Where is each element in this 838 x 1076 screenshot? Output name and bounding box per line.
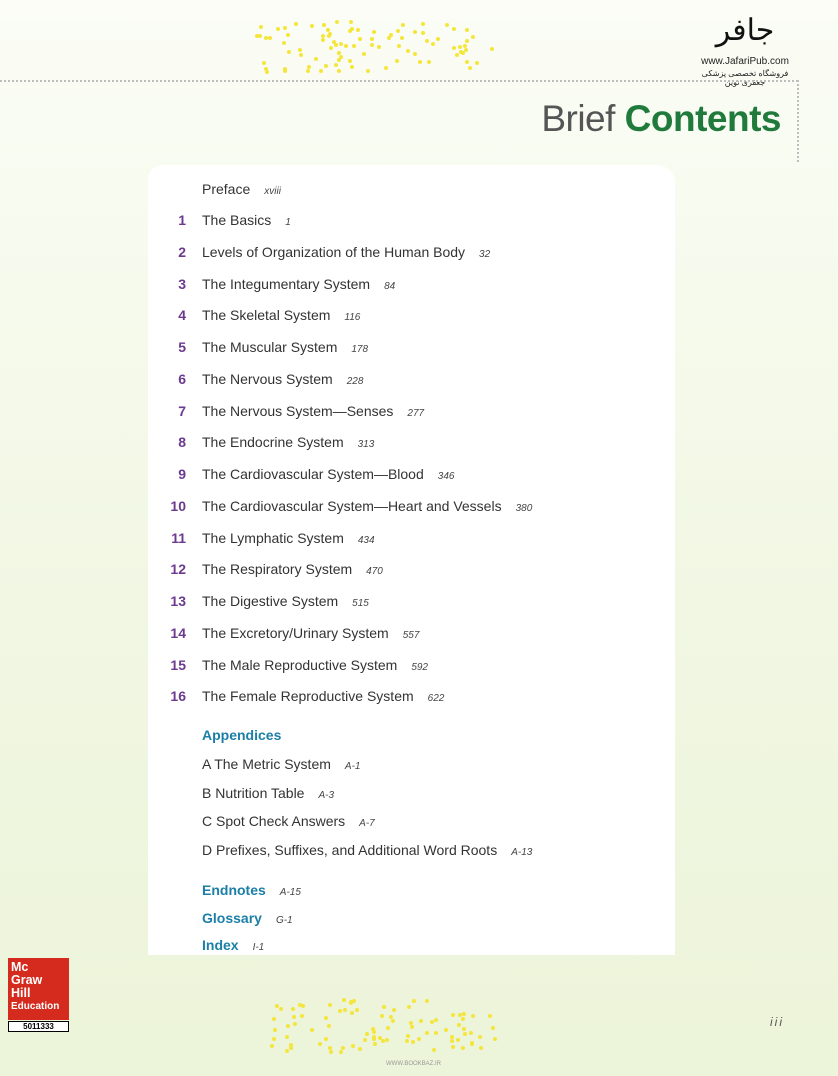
decorative-dot xyxy=(335,20,339,24)
decorative-dot xyxy=(294,22,298,26)
decorative-dot xyxy=(329,46,333,50)
decorative-dot xyxy=(417,1037,421,1041)
chapter-number: 8 xyxy=(178,434,186,451)
decorative-dot xyxy=(377,45,381,49)
chapter-number: 9 xyxy=(178,466,186,482)
decorative-dot xyxy=(339,1050,343,1054)
decorative-dot xyxy=(452,46,456,50)
decorative-dot xyxy=(358,1047,362,1051)
decorative-dot xyxy=(488,1014,492,1018)
appendix-page: A-13 xyxy=(511,847,533,859)
decorative-dot xyxy=(366,69,370,73)
decorative-dot xyxy=(493,1037,497,1041)
decorative-dot xyxy=(434,1031,438,1035)
logo-mark: جافر xyxy=(715,13,775,48)
decorative-dot xyxy=(436,37,440,41)
chapter-number: 15 xyxy=(170,656,186,673)
chapter-page: 470 xyxy=(366,566,383,578)
decorative-dot xyxy=(272,1037,276,1041)
decorative-dot xyxy=(468,66,472,70)
decorative-dot xyxy=(385,1038,389,1042)
back-matter-page: G-1 xyxy=(275,915,293,926)
chapter-number: 16 xyxy=(170,688,186,705)
decorative-dot xyxy=(310,1028,314,1032)
decorative-dot xyxy=(318,1042,322,1046)
decorative-dot xyxy=(458,45,462,49)
title-bold: Contents xyxy=(624,98,781,139)
appendix-page: A-1 xyxy=(344,761,361,772)
decorative-dot xyxy=(434,1018,438,1022)
back-matter-title: Glossary xyxy=(202,910,262,926)
logo-url: www.JafariPub.com xyxy=(701,56,789,67)
decorative-dot xyxy=(348,59,352,63)
decorative-dot xyxy=(272,1017,276,1021)
decorative-dot xyxy=(479,1046,483,1050)
decorative-dot xyxy=(373,1042,377,1046)
decorative-dot xyxy=(350,1011,354,1015)
decorative-dot xyxy=(464,48,468,52)
decorative-dot xyxy=(389,33,393,37)
decorative-dot xyxy=(314,57,318,61)
decorative-dot xyxy=(411,1040,415,1044)
decorative-dot xyxy=(326,28,330,32)
decorative-dot xyxy=(352,44,356,48)
decorative-dot xyxy=(363,1038,367,1042)
decorative-dot xyxy=(306,69,310,73)
chapter-title: The Lymphatic System xyxy=(202,529,344,546)
decorative-dot xyxy=(292,1015,296,1019)
decorative-dot xyxy=(406,1034,410,1038)
chapter-number: 6 xyxy=(178,370,186,387)
chapter-title: The Cardiovascular System—Heart and Vessels xyxy=(202,497,502,514)
chapter-number: 12 xyxy=(170,561,186,578)
header-dotted-vertical-rule xyxy=(797,80,799,162)
decorative-dot xyxy=(431,42,435,46)
decorative-dot xyxy=(413,52,417,56)
chapter-page: 84 xyxy=(384,280,396,292)
decorative-dot xyxy=(352,999,356,1003)
chapter-title: The Cardiovascular System—Blood xyxy=(202,466,424,482)
chapter-number: 10 xyxy=(170,497,186,514)
decorative-dot xyxy=(324,64,328,68)
chapter-title: Levels of Organization of the Human Body xyxy=(202,243,466,260)
decorative-dot xyxy=(321,34,325,38)
decorative-dot xyxy=(322,23,326,27)
decorative-dot xyxy=(319,69,323,73)
decorative-dot xyxy=(419,1019,423,1023)
decorative-dot xyxy=(339,42,343,46)
chapter-title: The Muscular System xyxy=(202,339,338,355)
decorative-dot xyxy=(262,61,266,65)
chapter-number: 13 xyxy=(170,593,186,609)
back-matter-page: I-1 xyxy=(252,942,265,953)
decorative-dot xyxy=(491,1026,495,1030)
preface-label: Preface xyxy=(202,181,251,197)
decorative-dot xyxy=(432,1048,436,1052)
chapter-page: 228 xyxy=(346,375,364,387)
decorative-dot xyxy=(300,1014,304,1018)
chapter-page: 346 xyxy=(437,471,455,482)
chapter-title: The Excretory/Urinary System xyxy=(202,624,389,641)
decorative-dot xyxy=(349,20,353,24)
decorative-dot xyxy=(455,53,459,57)
mcgraw-hill-logo xyxy=(8,958,69,1020)
decorative-dot xyxy=(421,31,425,35)
decorative-dot xyxy=(471,1014,475,1018)
decorative-dot xyxy=(478,1035,482,1039)
appendix-title: C Spot Check Answers xyxy=(202,813,346,830)
appendix-title: D Prefixes, Suffixes, and Additional Word Roots xyxy=(202,842,498,859)
decorative-dot xyxy=(461,1046,465,1050)
decorative-dot xyxy=(465,39,469,43)
header-dotted-rule xyxy=(0,80,798,82)
chapter-page: 515 xyxy=(352,598,369,609)
decorative-dot xyxy=(264,36,268,40)
chapter-page: 592 xyxy=(411,661,428,673)
decorative-dot xyxy=(342,998,346,1002)
decorative-dot xyxy=(344,44,348,48)
chapter-title: The Respiratory System xyxy=(202,561,353,578)
decorative-dot xyxy=(397,44,401,48)
chapter-title: The Nervous System xyxy=(202,370,333,387)
decorative-dot xyxy=(406,49,410,53)
publisher-line: Mc xyxy=(11,960,29,974)
logo-subtitle: فروشگاه تخصصی پزشکی جعفری نوین xyxy=(701,69,789,87)
decorative-dot xyxy=(289,1046,293,1050)
decorative-dot xyxy=(470,1042,474,1046)
decorative-dot xyxy=(456,1038,460,1042)
decorative-dot xyxy=(444,1028,448,1032)
decorative-dot xyxy=(365,1032,369,1036)
decorative-dot xyxy=(392,1008,396,1012)
chapter-title: The Male Reproductive System xyxy=(202,656,398,673)
decorative-dot xyxy=(324,1037,328,1041)
decorative-dot xyxy=(450,1039,454,1043)
decorative-dot xyxy=(285,1035,289,1039)
decorative-dot xyxy=(285,1049,289,1053)
decorative-dot xyxy=(332,40,336,44)
decorative-dot xyxy=(337,58,341,62)
chapter-number: 11 xyxy=(171,529,186,546)
chapter-number: 2 xyxy=(178,243,186,260)
decorative-dot xyxy=(405,1039,409,1043)
decorative-dot xyxy=(270,1044,274,1048)
decorative-dot xyxy=(412,999,416,1003)
decorative-dot xyxy=(351,1044,355,1048)
decorative-dot xyxy=(382,1005,386,1009)
appendix-page: A-3 xyxy=(318,789,335,801)
decorative-dot xyxy=(407,1005,411,1009)
decorative-dot xyxy=(268,36,272,40)
chapter-page: 277 xyxy=(407,407,425,419)
decorative-dot xyxy=(286,33,290,37)
chapter-number: 3 xyxy=(178,275,186,292)
chapter-title: The Skeletal System xyxy=(202,307,331,324)
decorative-dot xyxy=(328,1003,332,1007)
decorative-dot xyxy=(291,1007,295,1011)
back-matter-title: Endnotes xyxy=(202,882,266,898)
decorative-dot xyxy=(372,1037,376,1041)
decorative-dot xyxy=(282,41,286,45)
decorative-dot xyxy=(293,1022,297,1026)
book-code: 5011333 xyxy=(8,1021,69,1032)
decorative-dot xyxy=(283,26,287,30)
decorative-dot xyxy=(463,1032,467,1036)
decorative-dot xyxy=(457,1023,461,1027)
chapter-page: 313 xyxy=(357,439,375,451)
decorative-dot xyxy=(395,59,399,63)
decorative-dot xyxy=(276,27,280,31)
decorative-dot xyxy=(461,1017,465,1021)
decorative-dot xyxy=(451,1045,455,1049)
decorative-dot xyxy=(475,61,479,65)
decorative-dot xyxy=(279,1007,283,1011)
decorative-dot xyxy=(401,23,405,27)
chapter-title: The Integumentary System xyxy=(202,275,371,292)
decorative-dot xyxy=(275,1004,279,1008)
decorative-dot xyxy=(255,34,259,38)
decorative-dot xyxy=(273,1028,277,1032)
decorative-dot xyxy=(358,37,362,41)
chapter-number: 4 xyxy=(178,307,186,324)
bottom-dot-pattern xyxy=(255,998,505,1053)
chapter-page: 557 xyxy=(402,629,420,641)
appendix-page: A-7 xyxy=(359,818,375,830)
decorative-dot xyxy=(396,29,400,33)
decorative-dot xyxy=(370,43,374,47)
back-matter-title: Index xyxy=(202,937,239,953)
decorative-dot xyxy=(286,1024,290,1028)
chapter-page: 32 xyxy=(479,248,491,260)
decorative-dot xyxy=(337,69,341,73)
decorative-dot xyxy=(372,1030,376,1034)
chapter-number: 7 xyxy=(178,402,186,419)
chapter-page: 380 xyxy=(515,502,533,514)
chapter-number: 5 xyxy=(178,339,186,355)
decorative-dot xyxy=(462,1012,466,1016)
chapter-title: The Female Reproductive System xyxy=(202,688,414,705)
decorative-dot xyxy=(425,1031,429,1035)
decorative-dot xyxy=(378,1036,382,1040)
appendix-title: A The Metric System xyxy=(202,756,331,772)
decorative-dot xyxy=(327,1024,331,1028)
decorative-dot xyxy=(334,43,338,47)
decorative-dot xyxy=(310,24,314,28)
publisher-logo xyxy=(690,14,800,87)
decorative-dot xyxy=(380,1014,384,1018)
back-matter-page: A-15 xyxy=(279,887,301,898)
decorative-dot xyxy=(298,48,302,52)
chapter-title: The Nervous System—Senses xyxy=(202,402,394,419)
decorative-dot xyxy=(490,47,494,51)
decorative-dot xyxy=(452,27,456,31)
decorative-dot xyxy=(259,25,263,29)
decorative-dot xyxy=(471,35,475,39)
decorative-dot xyxy=(465,28,469,32)
chapter-title: The Endocrine System xyxy=(202,434,344,451)
decorative-dot xyxy=(356,28,360,32)
decorative-dot xyxy=(329,1050,333,1054)
page-title xyxy=(541,98,781,140)
decorative-dot xyxy=(321,38,325,42)
decorative-dot xyxy=(348,29,352,33)
decorative-dot xyxy=(427,60,431,64)
watermark: WWW.BOOKBAZ.IR xyxy=(386,1061,441,1067)
decorative-dot xyxy=(400,36,404,40)
publisher-line: Education xyxy=(11,1001,60,1012)
decorative-dot xyxy=(413,30,417,34)
decorative-dot xyxy=(372,30,376,34)
decorative-dot xyxy=(425,999,429,1003)
decorative-dot xyxy=(343,1008,347,1012)
chapter-title: The Basics xyxy=(202,212,272,228)
decorative-dot xyxy=(469,1031,473,1035)
decorative-dot xyxy=(458,1013,462,1017)
decorative-dot xyxy=(451,1013,455,1017)
top-dot-pattern xyxy=(255,18,505,78)
decorative-dot xyxy=(445,23,449,27)
decorative-dot xyxy=(370,37,374,41)
decorative-dot xyxy=(338,1009,342,1013)
chapter-number: 14 xyxy=(170,624,186,641)
chapter-page: 116 xyxy=(344,312,361,324)
preface-page: xviii xyxy=(264,186,281,197)
decorative-dot xyxy=(425,39,429,43)
decorative-dot xyxy=(350,65,354,69)
chapter-title: The Digestive System xyxy=(202,593,339,609)
decorative-dot xyxy=(418,60,422,64)
decorative-dot xyxy=(355,1008,359,1012)
chapter-page: 622 xyxy=(427,693,445,705)
page-number: iii xyxy=(770,1015,784,1029)
decorative-dot xyxy=(410,1025,414,1029)
decorative-dot xyxy=(328,32,332,36)
decorative-dot xyxy=(465,60,469,64)
decorative-dot xyxy=(462,1027,466,1031)
decorative-dot xyxy=(341,1046,345,1050)
chapter-page: 1 xyxy=(285,217,291,228)
decorative-dot xyxy=(299,53,303,57)
decorative-dot xyxy=(421,22,425,26)
appendix-title: B Nutrition Table xyxy=(202,784,305,801)
decorative-dot xyxy=(391,1019,395,1023)
decorative-dot xyxy=(334,63,338,67)
decorative-dot xyxy=(386,1026,390,1030)
publisher-line: Graw xyxy=(11,973,43,987)
chapter-page: 434 xyxy=(357,534,375,546)
decorative-dot xyxy=(362,52,366,56)
decorative-dot xyxy=(384,66,388,70)
decorative-dot xyxy=(287,50,291,54)
publisher-line: Hill xyxy=(11,986,31,1000)
chapter-number: 1 xyxy=(178,212,186,228)
chapter-page: 178 xyxy=(351,344,369,355)
title-light: Brief xyxy=(541,98,615,139)
decorative-dot xyxy=(324,1016,328,1020)
